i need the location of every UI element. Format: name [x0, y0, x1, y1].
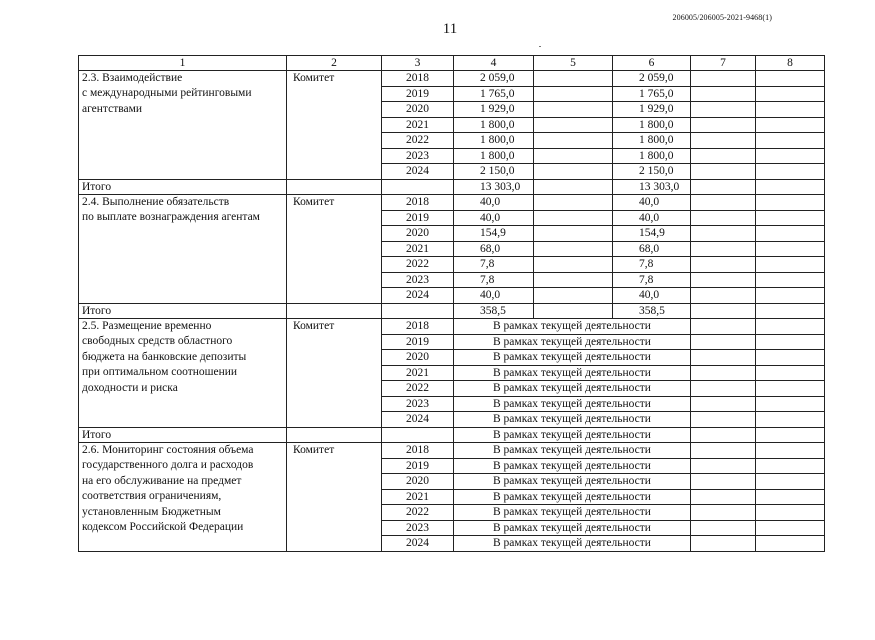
funding-note: В рамках текущей деятельности — [454, 520, 691, 536]
executor: Комитет — [287, 319, 382, 428]
amount-col4: 40,0 — [454, 288, 534, 304]
total-col4: 13 303,0 — [454, 179, 534, 195]
amount-col7 — [691, 164, 756, 180]
table-row — [79, 443, 825, 459]
year-cell: 2018 — [382, 71, 454, 87]
amount-col8 — [756, 102, 825, 118]
funding-note: В рамках текущей деятельности — [454, 396, 691, 412]
column-header: 6 — [613, 56, 691, 71]
amount-col4: 7,8 — [454, 272, 534, 288]
amount-col8 — [756, 257, 825, 273]
year-cell: 2021 — [382, 241, 454, 257]
year-cell: 2019 — [382, 458, 454, 474]
total-funding-note: В рамках текущей деятельности — [454, 427, 691, 443]
amount-col4: 1 800,0 — [454, 117, 534, 133]
executor: Комитет — [287, 195, 382, 304]
total-row — [79, 427, 825, 443]
amount-col5 — [534, 71, 613, 87]
year-cell: 2022 — [382, 505, 454, 521]
year-cell: 2020 — [382, 226, 454, 242]
year-cell: 2024 — [382, 164, 454, 180]
amount-col8 — [756, 458, 825, 474]
activity-name-line: с международными рейтинговыми — [82, 87, 252, 100]
amount-col7 — [691, 520, 756, 536]
amount-col6: 1 800,0 — [613, 148, 691, 164]
total-col7 — [691, 179, 756, 195]
column-header: 3 — [382, 56, 454, 71]
amount-col7 — [691, 102, 756, 118]
amount-col6: 2 150,0 — [613, 164, 691, 180]
total-col6: 358,5 — [613, 303, 691, 319]
amount-col8 — [756, 350, 825, 366]
amount-col5 — [534, 210, 613, 226]
table-row — [79, 195, 825, 211]
year-cell: 2020 — [382, 474, 454, 490]
activity-name-line: 2.5. Размещение временно — [82, 320, 212, 332]
year-cell: 2019 — [382, 334, 454, 350]
total-col7 — [691, 303, 756, 319]
table-body — [79, 71, 825, 552]
total-label: Итого — [79, 179, 287, 195]
activity-name-line: по выплате вознаграждения агентам — [82, 211, 260, 224]
amount-col6: 1 929,0 — [613, 102, 691, 118]
amount-col5 — [534, 241, 613, 257]
activity-name-line: при оптимальном соотношении — [82, 366, 238, 379]
year-cell: 2022 — [382, 381, 454, 397]
amount-col7 — [691, 86, 756, 102]
amount-col4: 7,8 — [454, 257, 534, 273]
amount-col8 — [756, 396, 825, 412]
funding-note: В рамках текущей деятельности — [454, 350, 691, 366]
activity-name-line: на его обслуживание на предмет — [82, 474, 242, 487]
total-col8 — [756, 179, 825, 195]
activity-name — [79, 443, 287, 552]
amount-col7 — [691, 458, 756, 474]
amount-col4: 1 929,0 — [454, 102, 534, 118]
amount-col8 — [756, 226, 825, 242]
total-col4: 358,5 — [454, 303, 534, 319]
amount-col6: 7,8 — [613, 257, 691, 273]
amount-col6: 40,0 — [613, 210, 691, 226]
amount-col4: 40,0 — [454, 195, 534, 211]
year-cell: 2023 — [382, 396, 454, 412]
year-cell: 2018 — [382, 443, 454, 459]
funding-note: В рамках текущей деятельности — [454, 365, 691, 381]
amount-col5 — [534, 148, 613, 164]
amount-col6: 2 059,0 — [613, 71, 691, 87]
funding-note: В рамках текущей деятельности — [454, 474, 691, 490]
amount-col8 — [756, 86, 825, 102]
total-row — [79, 303, 825, 319]
amount-col7 — [691, 443, 756, 459]
amount-col5 — [534, 102, 613, 118]
column-header: 1 — [79, 56, 287, 71]
executor: Комитет — [287, 443, 382, 552]
amount-col7 — [691, 257, 756, 273]
amount-col8 — [756, 474, 825, 490]
amount-col6: 154,9 — [613, 226, 691, 242]
amount-col4: 68,0 — [454, 241, 534, 257]
activity-name-line: 2.4. Выполнение обязательств — [82, 196, 230, 208]
amount-col7 — [691, 365, 756, 381]
year-cell: 2018 — [382, 195, 454, 211]
funding-note: В рамках текущей деятельности — [454, 319, 691, 335]
amount-col7 — [691, 474, 756, 490]
total-col5 — [534, 179, 613, 195]
year-cell: 2022 — [382, 257, 454, 273]
amount-col8 — [756, 489, 825, 505]
total-col6: 13 303,0 — [613, 179, 691, 195]
document-id: 206005/206005-2021-9468(1) — [672, 13, 772, 22]
amount-col5 — [534, 164, 613, 180]
amount-col5 — [534, 288, 613, 304]
total-col5 — [534, 303, 613, 319]
funding-note: В рамках текущей деятельности — [454, 443, 691, 459]
year-cell: 2019 — [382, 86, 454, 102]
amount-col6: 68,0 — [613, 241, 691, 257]
amount-col8 — [756, 272, 825, 288]
amount-col6: 40,0 — [613, 288, 691, 304]
amount-col6: 7,8 — [613, 272, 691, 288]
year-cell: 2018 — [382, 319, 454, 335]
year-cell: 2021 — [382, 489, 454, 505]
year-cell: 2020 — [382, 102, 454, 118]
total-col8 — [756, 427, 825, 443]
activity-name — [79, 195, 287, 304]
funding-note: В рамках текущей деятельности — [454, 334, 691, 350]
total-year — [382, 179, 454, 195]
activities-table — [78, 55, 825, 552]
amount-col7 — [691, 288, 756, 304]
column-header: 5 — [534, 56, 613, 71]
funding-note: В рамках текущей деятельности — [454, 489, 691, 505]
amount-col4: 154,9 — [454, 226, 534, 242]
amount-col8 — [756, 71, 825, 87]
year-cell: 2023 — [382, 148, 454, 164]
column-header: 4 — [454, 56, 534, 71]
amount-col8 — [756, 334, 825, 350]
amount-col8 — [756, 241, 825, 257]
amount-col5 — [534, 117, 613, 133]
amount-col5 — [534, 257, 613, 273]
total-col8 — [756, 303, 825, 319]
funding-note: В рамках текущей деятельности — [454, 505, 691, 521]
amount-col7 — [691, 241, 756, 257]
amount-col7 — [691, 334, 756, 350]
column-header: 2 — [287, 56, 382, 71]
amount-col8 — [756, 381, 825, 397]
activity-name-line: агентствами — [82, 102, 143, 115]
activity-name-line: 2.3. Взаимодействие — [82, 72, 183, 84]
amount-col5 — [534, 86, 613, 102]
amount-col8 — [756, 195, 825, 211]
page-number: 11 — [442, 21, 458, 37]
amount-col7 — [691, 195, 756, 211]
total-executor — [287, 427, 382, 443]
amount-col8 — [756, 164, 825, 180]
amount-col8 — [756, 148, 825, 164]
amount-col4: 40,0 — [454, 210, 534, 226]
activity-name-line: соответствия ограничениям, — [82, 490, 222, 503]
amount-col6: 1 800,0 — [613, 117, 691, 133]
amount-col8 — [756, 505, 825, 521]
amount-col7 — [691, 381, 756, 397]
amount-col8 — [756, 412, 825, 428]
amount-col5 — [534, 226, 613, 242]
year-cell: 2019 — [382, 210, 454, 226]
amount-col7 — [691, 319, 756, 335]
table-row — [79, 71, 825, 87]
amount-col8 — [756, 520, 825, 536]
amount-col6: 40,0 — [613, 195, 691, 211]
total-year — [382, 427, 454, 443]
column-number-row — [79, 56, 825, 71]
year-cell: 2021 — [382, 117, 454, 133]
amount-col7 — [691, 226, 756, 242]
amount-col7 — [691, 412, 756, 428]
funding-note: В рамках текущей деятельности — [454, 381, 691, 397]
table-row — [79, 319, 825, 335]
activity-name-line: кодексом Российской Федерации — [82, 521, 244, 534]
total-col7 — [691, 427, 756, 443]
activity-name-line: доходности и риска — [82, 381, 178, 394]
activity-name-line: государственного долга и расходов — [82, 459, 254, 472]
activity-name-line: свободных средств областного — [82, 335, 233, 348]
amount-col7 — [691, 396, 756, 412]
total-executor — [287, 303, 382, 319]
amount-col7 — [691, 148, 756, 164]
activity-name-line: бюджета на банковские депозиты — [82, 350, 247, 363]
amount-col8 — [756, 117, 825, 133]
amount-col8 — [756, 443, 825, 459]
year-cell: 2022 — [382, 133, 454, 149]
amount-col5 — [534, 133, 613, 149]
funding-note: В рамках текущей деятельности — [454, 412, 691, 428]
scan-speck — [539, 46, 541, 47]
amount-col7 — [691, 505, 756, 521]
amount-col6: 1 765,0 — [613, 86, 691, 102]
year-cell: 2024 — [382, 412, 454, 428]
column-header: 8 — [756, 56, 825, 71]
amount-col4: 2 150,0 — [454, 164, 534, 180]
amount-col7 — [691, 489, 756, 505]
amount-col8 — [756, 288, 825, 304]
amount-col6: 1 800,0 — [613, 133, 691, 149]
amount-col5 — [534, 195, 613, 211]
total-executor — [287, 179, 382, 195]
amount-col7 — [691, 133, 756, 149]
amount-col8 — [756, 536, 825, 552]
total-year — [382, 303, 454, 319]
year-cell: 2021 — [382, 365, 454, 381]
amount-col4: 1 800,0 — [454, 148, 534, 164]
activity-name-line: 2.6. Мониторинг состояния объема — [82, 444, 254, 456]
amount-col7 — [691, 536, 756, 552]
amount-col7 — [691, 117, 756, 133]
amount-col7 — [691, 272, 756, 288]
amount-col8 — [756, 319, 825, 335]
year-cell: 2023 — [382, 272, 454, 288]
amount-col4: 1 765,0 — [454, 86, 534, 102]
column-header: 7 — [691, 56, 756, 71]
activity-name-line: установленным Бюджетным — [82, 505, 221, 518]
amount-col8 — [756, 365, 825, 381]
total-label: Итого — [79, 303, 287, 319]
amount-col8 — [756, 133, 825, 149]
funding-note: В рамках текущей деятельности — [454, 458, 691, 474]
amount-col4: 2 059,0 — [454, 71, 534, 87]
total-row — [79, 179, 825, 195]
funding-note: В рамках текущей деятельности — [454, 536, 691, 552]
year-cell: 2023 — [382, 520, 454, 536]
amount-col7 — [691, 350, 756, 366]
amount-col8 — [756, 210, 825, 226]
amount-col7 — [691, 71, 756, 87]
activity-name — [79, 319, 287, 428]
year-cell: 2024 — [382, 536, 454, 552]
amount-col7 — [691, 210, 756, 226]
amount-col4: 1 800,0 — [454, 133, 534, 149]
year-cell: 2024 — [382, 288, 454, 304]
executor: Комитет — [287, 71, 382, 180]
total-label: Итого — [79, 427, 287, 443]
activity-name — [79, 71, 287, 180]
year-cell: 2020 — [382, 350, 454, 366]
amount-col5 — [534, 272, 613, 288]
